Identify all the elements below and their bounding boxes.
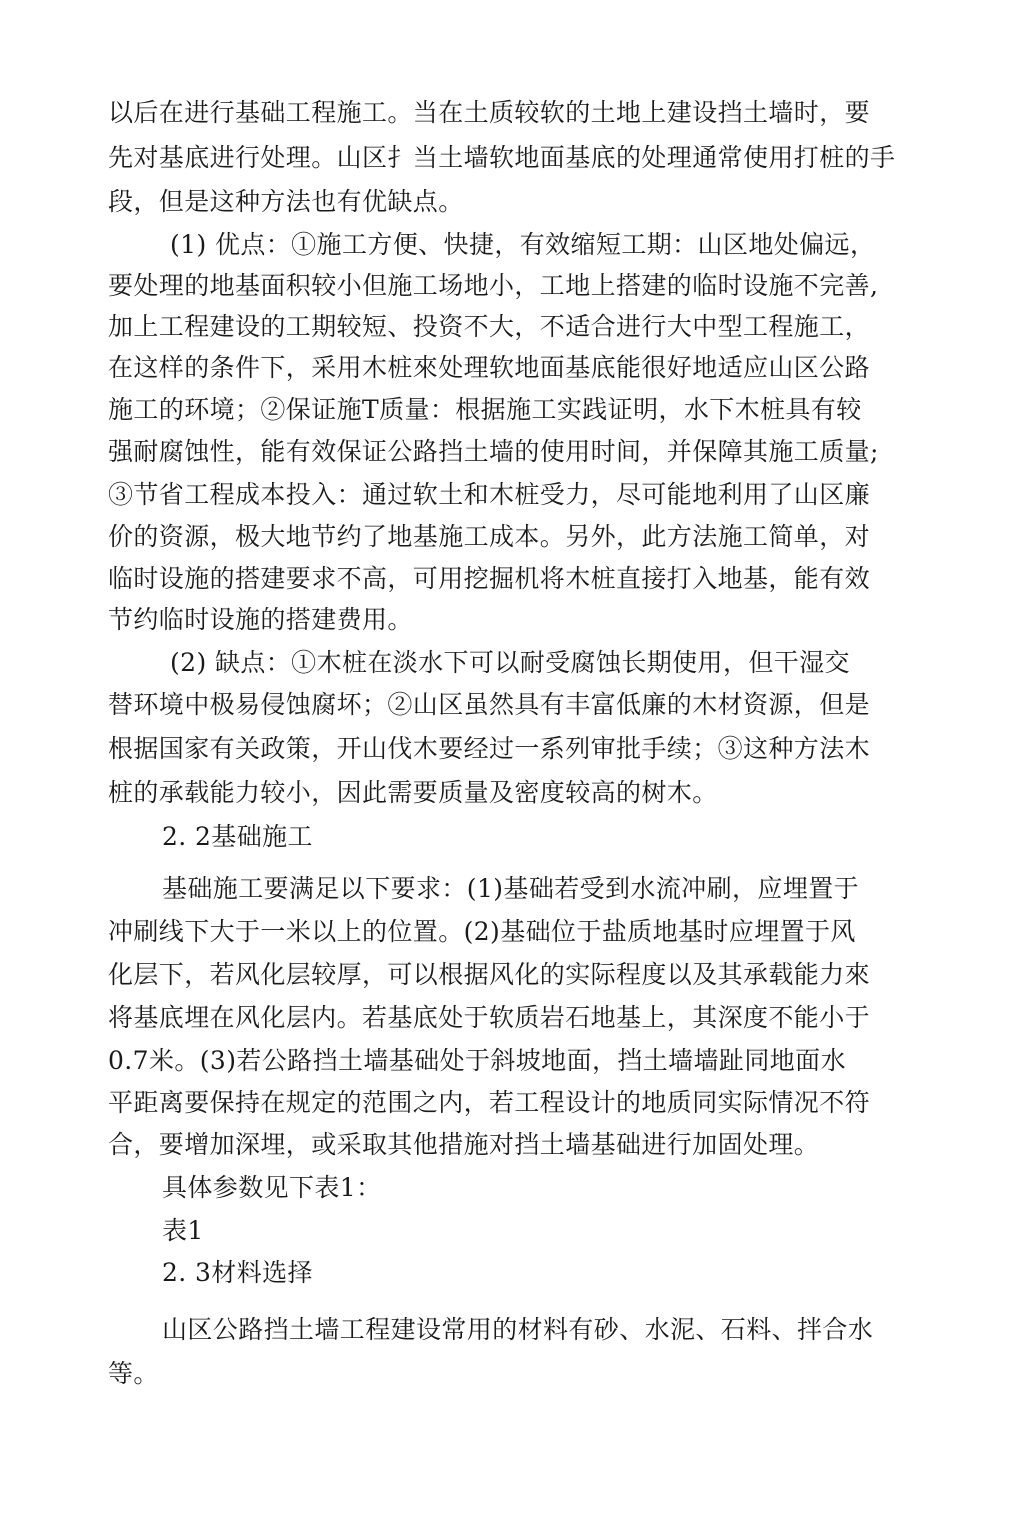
advantages-heading-line: (1) 优点：①施工方便、快捷，有效缩短工期：山区地处偏远， <box>170 230 876 259</box>
section-heading-2-3: 2. 3材料选择 <box>162 1258 313 1287</box>
text-line: 桩的承载能力较小，因此需要质量及密度较高的树木。 <box>108 778 718 807</box>
text-line: 将基底埋在风化层内。若基底处于软质岩石地基上，其深度不能小于 <box>108 1003 871 1032</box>
text-line: 强耐腐蚀性，能有效保证公路挡土墙的使用时间，并保障其施工质量; <box>108 437 879 466</box>
text-line: 以后在进行基础工程施工。当在土质较软的土地上建设挡土墙时，要 <box>108 98 871 127</box>
text-line: 段，但是这种方法也有优缺点。 <box>108 187 464 216</box>
text-line: 合，要增加深埋，或采取其他措施对挡土墙基础进行加固处理。 <box>108 1130 820 1159</box>
text-line: 基础施工要满足以下要求：(1)基础若受到水流冲刷，应埋置于 <box>162 874 860 903</box>
text-line: 山区公路挡土墙工程建设常用的材料有砂、水泥、石料、拌合水 <box>162 1315 874 1344</box>
text-line: 替环境中极易侵蚀腐坏；②山区虽然具有丰富低廉的木材资源，但是 <box>108 690 871 719</box>
text-line: 价的资源，极大地节约了地基施工成本。另外，此方法施工简单，对 <box>108 522 871 551</box>
disadvantages-heading-line: (2) 缺点：①木桩在淡水下可以耐受腐蚀长期使用，但干湿交 <box>170 648 850 677</box>
text-line: 要处理的地基面积较小但施工场地小，工地上搭建的临时设施不完善, <box>108 271 879 300</box>
text-line: 冲刷线下大于一米以上的位置。(2)基础位于盐质地基时应埋置于风 <box>108 917 856 946</box>
text-line: 等。 <box>108 1359 159 1388</box>
text-line: ③节省工程成本投入：通过软土和木桩受力，尽可能地利用了山区廉 <box>108 480 871 509</box>
text-line: 平距离要保持在规定的范围之内，若工程设计的地质同实际情况不符 <box>108 1088 871 1117</box>
text-line: 0.7米。(3)若公路挡土墙基础处于斜坡地面，挡土墙墙趾同地面水 <box>108 1046 846 1075</box>
section-heading-2-2: 2. 2基础施工 <box>162 822 313 851</box>
params-line: 具体参数见下表1： <box>162 1173 382 1202</box>
table-label: 表1 <box>162 1216 204 1245</box>
text-line: 化层下，若风化层较厚，可以根据风化的实际程度以及其承载能力來 <box>108 960 871 989</box>
text-line: 根据国家有关政策，开山伐木要经过一系列审批手续；③这种方法木 <box>108 734 871 763</box>
text-line: 施工的环境；②保证施T质量：根据施工实践证明，水下木桩具有较 <box>108 395 862 424</box>
text-line: 临时设施的搭建要求不高，可用挖掘机将木桩直接打入地基，能有效 <box>108 564 871 593</box>
text-line: 节约临时设施的搭建费用。 <box>108 605 413 634</box>
text-line: 先对基底进行处理。山区扌当土墙软地面基底的处理通常使用打桩的手 <box>108 143 896 172</box>
text-line: 在这样的条件下，采用木桩來处理软地面基底能很好地适应山区公路 <box>108 353 871 382</box>
text-line: 加上工程建设的工期较短、投资不大，不适合进行大中型工程施工， <box>108 312 871 341</box>
